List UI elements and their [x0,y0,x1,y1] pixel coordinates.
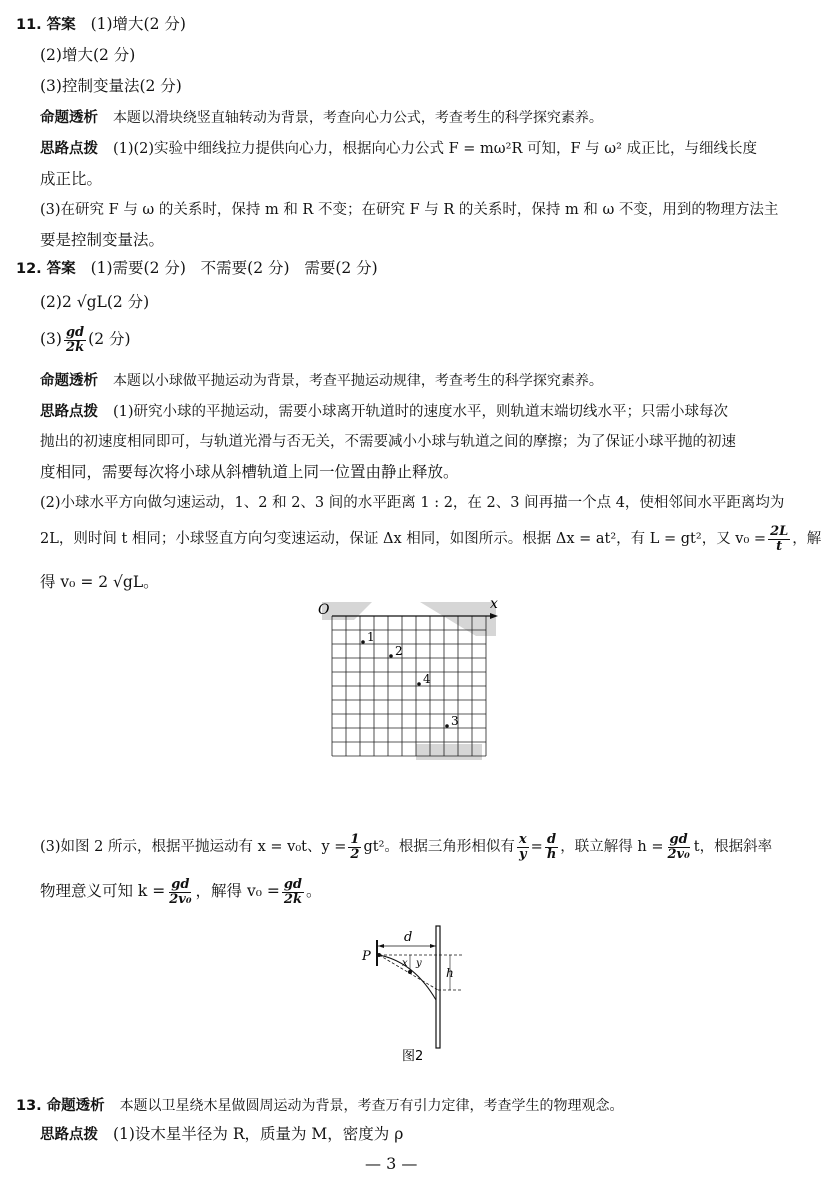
q12-silu-2b-fraction [768,525,790,554]
d-arrow-left [378,944,384,948]
q12-answer-line [16,258,378,279]
q12-silu-3b-post: 。 [306,882,322,900]
shade-top-left [322,602,372,620]
q13-silu-1: (1)设木星半径为 R，质量为 M，密度为 ρ [112,1125,404,1143]
x-axis-label: x [490,596,498,612]
q13-silu [40,1124,403,1145]
frac-num: 2L [770,523,789,539]
point-3-label: 3 [451,714,459,728]
point-4 [417,682,421,686]
q12-silu-1a-line [40,401,728,422]
q11-silu-1a: (1)(2)实验中细线拉力提供向心力，根据向心力公式 F = mω²R 可知，F 与 ω² 成正比，与细线长度 [112,141,757,157]
q12-silu-3a-mid2: ，联立解得 h = [560,839,664,855]
q13-number: 13. [16,1098,42,1114]
q12-toushi-text: 本题以小球做平抛运动为背景，考查平抛运动规律，考查考生的科学探究素养。 [112,373,603,389]
q11-silu-1b: 成正比。 [40,170,103,188]
q12-answer-3-fraction [64,326,86,355]
d-arrow-right [430,944,436,948]
q12-silu-2c: 得 v₀ = 2 √gL。 [40,573,159,591]
q12-silu-2b-pre: 2L，则时间 t 相同；小球竖直方向匀变速运动，保证 Δx 相同，如图所示。根据 Δx = at²，有 L = gt²，又 v₀ = [40,531,767,547]
frac-num: gd [283,876,303,892]
trajectory-grid-figure [316,596,506,766]
page-number: — 3 — [365,1154,418,1173]
q13-silu-label: 思路点拨 [40,1127,98,1143]
fraction-x-y [517,833,529,862]
q12-silu-2b [40,524,821,554]
label-y: y [416,958,422,969]
q12-answer-1: (1)需要(2 分) 不需要(2 分) 需要(2 分) [90,259,378,277]
point-1 [361,640,365,644]
q12-answer-2: (2)2 √gL(2 分) [40,293,150,311]
screen-wall [436,926,440,1048]
q12-answer-3-suffix: (2 分) [88,330,131,348]
q11-number: 11. [16,17,42,33]
point-1-label: 1 [367,630,375,644]
q11-silu-2a: (3)在研究 F 与 ω 的关系时，保持 m 和 R 不变；在研究 F 与 R 的关系时，保持 m 和 ω 不变，用到的物理方法主 [40,202,779,218]
q11-toushi-text: 本题以滑块绕竖直轴转动为背景，考查向心力公式，考查考生的科学探究素养。 [112,110,603,126]
q12-silu-3b-pre: 物理意义可知 k = [40,882,166,900]
q12-silu-2a: (2)小球水平方向做匀速运动，1、2 和 2、3 间的水平距离 1 : 2，在 2、3 间再描一个点 4，使相邻间水平距离均为 [40,495,785,511]
frac-num: x [518,831,527,847]
q12-silu-3b [40,874,322,908]
q12-answer-3-prefix: (3) [40,330,62,348]
frac-den: y [518,846,527,862]
frac-den: t [776,538,783,554]
frac-den: 2v₀ [667,846,690,862]
point-4-label: 4 [423,672,431,686]
label-h: h [446,966,454,980]
q11-answer-2: (2)增大(2 分) [40,46,136,64]
q12-silu-2b-post: ，解 [792,531,821,547]
frac-num: 1 [350,831,360,847]
point-3 [445,724,449,728]
frac-num: d [546,831,557,847]
q12-number: 12. [16,261,42,277]
figure-2-caption: 图2 [402,1049,424,1064]
q12-silu-3a-post: t，根据斜率 [693,839,773,855]
q13-toushi [16,1095,624,1116]
fraction-gd-2v0 [665,833,691,862]
fraction-half [348,833,361,862]
label-x: x [402,958,408,969]
origin-label: O [318,602,330,618]
q12-answer-3 [40,324,131,355]
q12-silu-1b: 抛出的初速度相同即可，与轨道光滑与否无关，不需要减小小球与轨道之间的摩擦；为了保证小球平抛的初速 [40,434,736,450]
q12-answer-label: 答案 [46,261,76,277]
label-d: d [404,930,413,945]
q12-silu-3a-eq: = [530,839,543,855]
frac-den: 2k [283,891,302,907]
frac-den: 2v₀ [169,891,192,907]
fraction-d-h [545,833,558,862]
q11-toushi [40,107,603,128]
point-2 [389,654,393,658]
q12-silu-3b-mid: ，解得 v₀ = [195,882,280,900]
q12-silu-3a-pre: (3)如图 2 所示，根据平抛运动有 x = v₀t、y = [40,839,347,855]
q11-answer-label: 答案 [46,17,76,33]
q13-toushi-label: 命题透析 [46,1098,105,1114]
frac-den: 2 [350,846,360,862]
q12-toushi [40,370,603,391]
frac-num: gd [669,831,688,847]
label-p: P [362,949,371,964]
fraction-k [167,878,193,907]
q11-silu-2b: 要是控制变量法。 [40,231,165,249]
grid-lines [332,616,486,756]
q11-silu-label: 思路点拨 [40,141,98,157]
q12-silu-1c: 度相同，需要每次将小球从斜槽轨道上同一位置由静止释放。 [40,463,459,481]
q11-answer-1: (1)增大(2 分) [90,15,186,33]
frac-den: h [546,846,557,862]
q11-toushi-label: 命题透析 [40,110,98,126]
q12-silu-1a: (1)研究小球的平抛运动，需要小球离开轨道时的速度水平，则轨道末端切线水平；只需小球每次 [112,404,728,420]
figure-2 [352,922,482,1062]
q12-silu-3a-mid: gt²。根据三角形相似有 [363,839,515,855]
fraction-v0 [282,878,304,907]
q12-silu-3a [40,830,772,864]
q13-toushi-text: 本题以卫星绕木星做圆周运动为背景，考查万有引力定律，考查学生的物理观念。 [119,1098,624,1114]
frac-den: 2k [66,339,85,355]
q12-toushi-label: 命题透析 [40,373,98,389]
point-2-label: 2 [395,644,403,658]
q12-silu-label: 思路点拨 [40,404,98,420]
frac-num: gd [171,876,190,892]
q11-answer-3: (3)控制变量法(2 分) [40,77,182,95]
frac-num: gd [65,324,85,340]
q11-silu-1a-line [40,138,757,159]
q11-answer-line [16,14,186,35]
